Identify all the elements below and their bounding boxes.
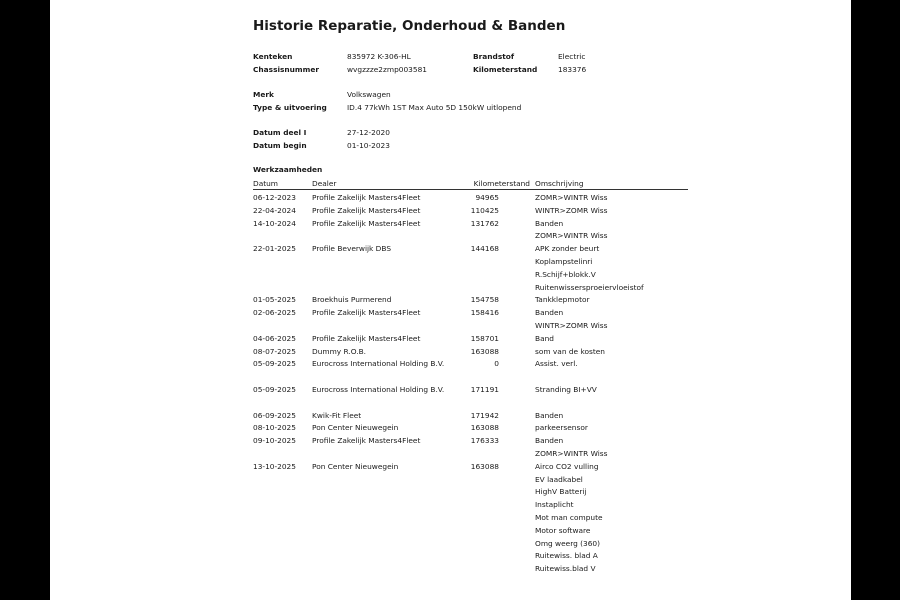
omschrijving-line: Banden: [535, 410, 564, 420]
merk-value: Volkswagen: [347, 90, 391, 99]
row-date: 08-07-2025: [253, 346, 296, 356]
row-omschrijving: [535, 347, 605, 360]
row-date: 13-10-2025: [253, 461, 296, 471]
brandstof-label: Brandstof: [473, 52, 515, 61]
omschrijving-line: Ruitewiss.blad V: [535, 564, 596, 574]
brandstof-value: Electric: [558, 52, 586, 61]
omschrijving-line: ZOMR>WINTR Wiss: [535, 448, 608, 458]
table-header: [253, 179, 688, 190]
omschrijving-line: Assist. verl.: [535, 359, 578, 369]
page-title: Historie Reparatie, Onderhoud & Banden: [253, 18, 566, 34]
row-date: 04-06-2025: [253, 333, 296, 343]
omschrijving-line: EV laadkabel: [535, 474, 583, 484]
row-dealer: Profile Zakelijk Masters4Fleet: [312, 436, 421, 446]
row-omschrijving: [535, 411, 563, 424]
omschrijving-line: parkeersensor: [535, 423, 588, 433]
datum-deel-value: 27-12-2020: [347, 128, 390, 137]
row-date: 05-09-2025: [253, 385, 296, 394]
row-dealer: Pon Center Nieuwegein: [312, 461, 399, 471]
row-kilometerstand: 131762: [470, 218, 499, 228]
row-date: 14-10-2024: [253, 218, 296, 228]
omschrijving-line: Banden: [535, 218, 564, 228]
datum-begin-label: Datum begin: [253, 141, 307, 150]
document-page: [50, 0, 851, 600]
omschrijving-line: WINTR>ZOMR Wiss: [535, 205, 608, 215]
row-omschrijving: [535, 206, 608, 219]
omschrijving-line: Banden: [535, 436, 564, 446]
row-kilometerstand: 171191: [470, 385, 499, 394]
row-date: 06-09-2025: [253, 410, 296, 420]
omschrijving-line: APK zonder beurt: [535, 244, 600, 254]
row-kilometerstand: 144168: [470, 244, 499, 254]
row-omschrijving: [535, 219, 608, 245]
row-omschrijving: [535, 359, 578, 372]
row-date: 06-12-2023: [253, 193, 296, 202]
omschrijving-line: Koplampstelinri: [535, 256, 593, 266]
row-kilometerstand: 110425: [470, 205, 499, 215]
werkzaamheden-title: Werkzaamheden: [253, 165, 323, 174]
row-kilometerstand: 163088: [470, 423, 499, 433]
omschrijving-line: Omg weerg (360): [535, 538, 601, 548]
omschrijving-line: ZOMR>WINTR Wiss: [535, 231, 608, 241]
row-dealer: Profile Beverwijk DBS: [312, 244, 392, 254]
header-omschrijving: Omschrijving: [535, 179, 584, 188]
chassis-value: wvgzzze2zmp003581: [347, 65, 427, 74]
row-date: 08-10-2025: [253, 423, 296, 433]
row-dealer: Dummy R.O.B.: [312, 346, 367, 356]
omschrijving-line: R.Schijf+blokk.V: [535, 269, 596, 279]
row-omschrijving: [535, 423, 588, 436]
kilometerstand-value: 183376: [558, 65, 587, 74]
omschrijving-line: Tankklepmotor: [535, 295, 590, 305]
datum-begin-value: 01-10-2023: [347, 141, 390, 150]
omschrijving-line: som van de kosten: [535, 346, 605, 356]
omschrijving-line: Mot man compute: [535, 512, 603, 522]
row-dealer: Eurocross International Holding B.V.: [312, 359, 445, 369]
header-kilometerstand: Kilometerstand: [473, 179, 530, 188]
row-dealer: Profile Zakelijk Masters4Fleet: [312, 218, 421, 228]
row-kilometerstand: 163088: [470, 461, 499, 471]
row-dealer: Profile Zakelijk Masters4Fleet: [312, 333, 421, 343]
row-omschrijving: [535, 436, 608, 462]
row-kilometerstand: 158416: [470, 308, 499, 318]
row-dealer: Pon Center Nieuwegein: [312, 423, 399, 433]
omschrijving-line: Stranding BI+VV: [535, 385, 597, 394]
omschrijving-line: Banden: [535, 308, 564, 318]
row-kilometerstand: 154758: [470, 295, 499, 305]
omschrijving-line: WINTR>ZOMR Wiss: [535, 320, 608, 330]
row-date: 22-04-2024: [253, 205, 296, 215]
row-dealer: Broekhuis Purmerend: [312, 295, 392, 305]
header-dealer: Dealer: [312, 179, 337, 188]
row-kilometerstand: 158701: [470, 333, 499, 343]
merk-label: Merk: [253, 90, 274, 99]
row-dealer: Profile Zakelijk Masters4Fleet: [312, 193, 421, 202]
type-value: ID.4 77kWh 1ST Max Auto 5D 150kW uitlopend: [347, 103, 522, 112]
type-label: Type & uitvoering: [253, 103, 327, 112]
datum-deel-label: Datum deel I: [253, 128, 307, 137]
row-omschrijving: [535, 462, 603, 577]
omschrijving-line: HighV Batterij: [535, 487, 587, 497]
row-date: 22-01-2025: [253, 244, 296, 254]
omschrijving-line: Airco CO2 vulling: [535, 461, 599, 471]
kenteken-value: 835972 K-306-HL: [347, 52, 411, 61]
row-omschrijving: [535, 193, 608, 206]
row-kilometerstand: 0: [494, 359, 499, 369]
row-date: 09-10-2025: [253, 436, 296, 446]
row-date: 05-09-2025: [253, 359, 296, 369]
kenteken-label: Kenteken: [253, 52, 293, 61]
omschrijving-line: Motor software: [535, 525, 591, 535]
row-dealer: Profile Zakelijk Masters4Fleet: [312, 205, 421, 215]
row-omschrijving: [535, 244, 644, 295]
kilometerstand-label: Kilometerstand: [473, 65, 538, 74]
row-dealer: Eurocross International Holding B.V.: [312, 385, 445, 394]
row-dealer: Kwik-Fit Fleet: [312, 410, 362, 420]
row-omschrijving: [535, 295, 590, 308]
omschrijving-line: Instaplicht: [535, 500, 574, 510]
row-omschrijving: [535, 385, 597, 398]
row-kilometerstand: 171942: [470, 410, 499, 420]
row-kilometerstand: 176333: [470, 436, 499, 446]
omschrijving-line: Band: [535, 333, 554, 343]
header-datum: Datum: [253, 179, 279, 188]
omschrijving-line: Ruitenwissersproeiervloeistof: [535, 282, 644, 292]
row-omschrijving: [535, 334, 554, 347]
row-kilometerstand: 94965: [475, 193, 499, 202]
omschrijving-line: ZOMR>WINTR Wiss: [535, 193, 608, 202]
row-date: 02-06-2025: [253, 308, 296, 318]
omschrijving-line: Ruitewiss. blad A: [535, 551, 598, 561]
row-omschrijving: [535, 308, 608, 334]
chassis-label: Chassisnummer: [253, 65, 319, 74]
row-dealer: Profile Zakelijk Masters4Fleet: [312, 308, 421, 318]
row-date: 01-05-2025: [253, 295, 296, 305]
row-kilometerstand: 163088: [470, 346, 499, 356]
